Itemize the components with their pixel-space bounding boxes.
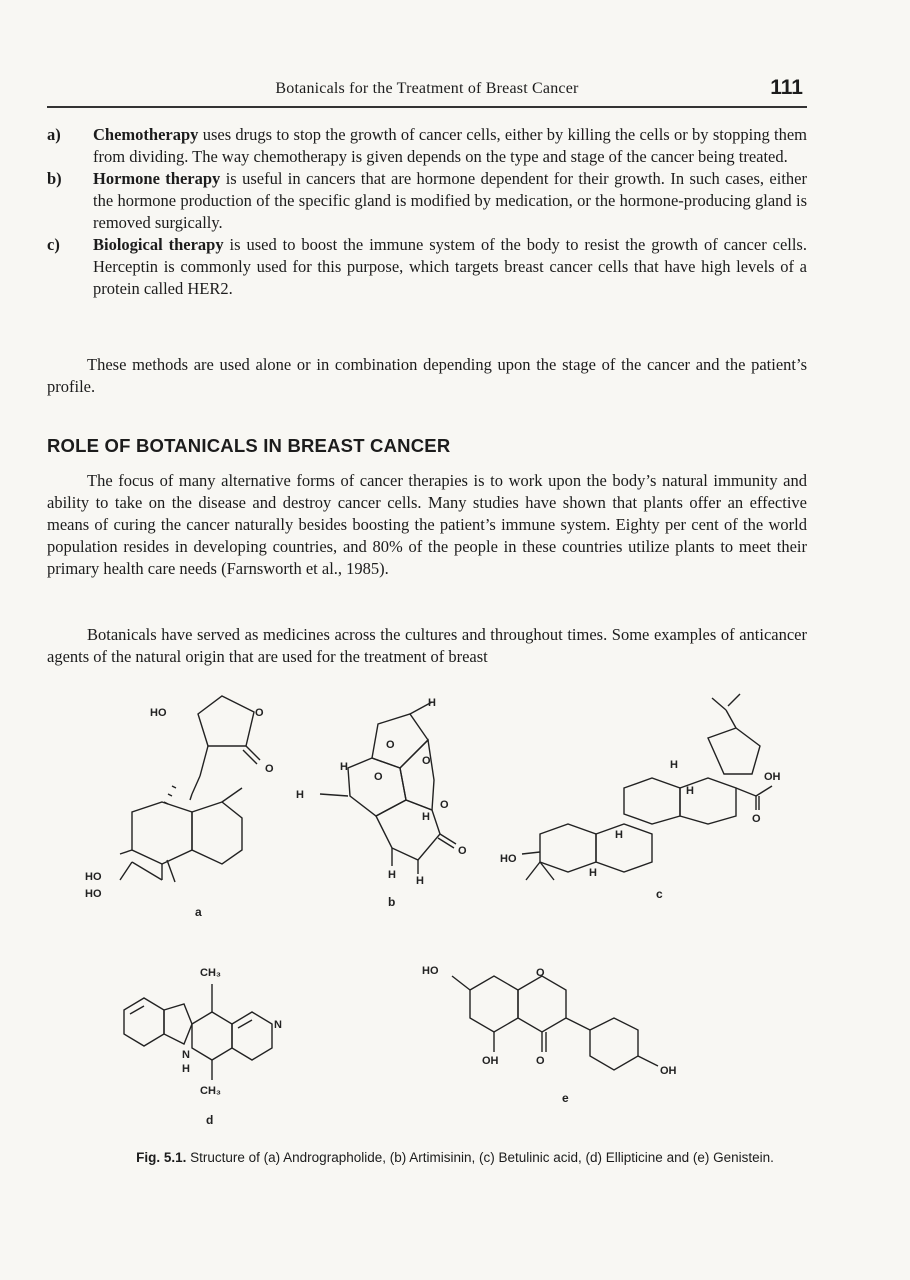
running-header xyxy=(47,76,807,108)
atom-label: H xyxy=(388,869,396,881)
atom-label: H xyxy=(670,759,678,771)
structure-label-b: b xyxy=(388,895,396,909)
body-paragraph: The focus of many alternative forms of cancer therapies is to work upon the body’s natural immunity and ability to take on the disease and destroy cancer cells. Many studies have shown that plants offer an effective means of curing the cancer naturally besides boosting the patient’s immune system. Eighty per cent of the world population resides in developing countries, and 80% of the people in these countries utilize plants to meet their primary health care needs (Farnsworth et al., 1985). xyxy=(47,471,807,578)
term-chemotherapy: Chemotherapy xyxy=(93,125,199,144)
atom-label: H xyxy=(182,1063,190,1075)
list-item xyxy=(47,234,807,300)
body-paragraph: Botanicals have served as medicines across the cultures and throughout times. Some examples of anticancer agents of the natural origin that are used for the treatment of breast xyxy=(47,625,807,666)
atom-label: H xyxy=(422,811,430,823)
atom-label: O xyxy=(386,739,395,751)
section-heading: ROLE OF BOTANICALS IN BREAST CANCER xyxy=(47,435,451,456)
atom-label: H xyxy=(428,697,436,709)
list-item-text xyxy=(93,234,807,300)
atom-label: O xyxy=(374,771,383,783)
item-body: is useful in cancers that are hormone dependent for their growth. In such cases, either the hormone production of the specific gland is modified by medication, or the hormone-producing gland is removed surgically. xyxy=(93,169,807,232)
page-number: 111 xyxy=(770,76,803,99)
atom-label: N xyxy=(182,1049,190,1061)
structure-label-c: c xyxy=(656,887,663,901)
atom-label: HO xyxy=(150,707,167,719)
atom-label: OH xyxy=(660,1065,677,1077)
atom-label: OH xyxy=(482,1055,499,1067)
list-item xyxy=(47,168,807,234)
running-title: Botanicals for the Treatment of Breast Cancer xyxy=(275,80,579,97)
structure-label-a: a xyxy=(195,905,202,919)
chemical-structures-drawing xyxy=(60,684,840,1144)
list-marker: b) xyxy=(47,169,62,188)
figure-caption xyxy=(80,1148,830,1167)
atom-label: H xyxy=(340,761,348,773)
atom-label: O xyxy=(440,799,449,811)
atom-label: HO xyxy=(85,871,102,883)
term-biological-therapy: Biological therapy xyxy=(93,235,224,254)
structure-andrographolide xyxy=(120,696,260,882)
item-body: uses drugs to stop the growth of cancer cells, either by killing the cells or by stopping them from dividing. The way chemotherapy is given depends on the type and stage of the cancer being treated. xyxy=(93,125,807,166)
atom-label: O xyxy=(536,1055,545,1067)
list-marker: c) xyxy=(47,235,60,254)
therapy-list xyxy=(47,124,807,300)
list-item-text xyxy=(93,124,807,168)
atom-label: H xyxy=(296,789,304,801)
structure-betulinic-acid xyxy=(522,694,772,880)
atom-label: H xyxy=(416,875,424,887)
atom-label: O xyxy=(752,813,761,825)
atom-label: N xyxy=(274,1019,282,1031)
structure-label-e: e xyxy=(562,1091,569,1105)
atom-label: CH₃ xyxy=(200,1085,221,1097)
term-hormone-therapy: Hormone therapy xyxy=(93,169,221,188)
atom-label: O xyxy=(422,755,431,767)
atom-label: OH xyxy=(764,771,781,783)
structure-artemisinin xyxy=(320,702,456,874)
atom-label: H xyxy=(615,829,623,841)
atom-label: O xyxy=(255,707,264,719)
caption-text: Structure of (a) Andrographolide, (b) Artimisinin, (c) Betulinic acid, (d) Ellipticine and (e) Genistein. xyxy=(186,1150,774,1165)
atom-label: O xyxy=(536,967,545,979)
structure-ellipticine xyxy=(124,984,272,1080)
list-item xyxy=(47,124,807,168)
atom-label: HO xyxy=(85,888,102,900)
structure-label-d: d xyxy=(206,1113,214,1127)
atom-label: CH₃ xyxy=(200,967,221,979)
item-body: is used to boost the immune system of the body to resist the growth of cancer cells. Herceptin is commonly used for this purpose, which targets breast cancer cells that have high levels of a protein called HER2. xyxy=(93,235,807,298)
atom-label: HO xyxy=(500,853,517,865)
list-item-text xyxy=(93,168,807,234)
atom-label: H xyxy=(686,785,694,797)
caption-label: Fig. 5.1. xyxy=(136,1150,187,1165)
atom-label: H xyxy=(589,867,597,879)
atom-label: O xyxy=(265,763,274,775)
list-marker: a) xyxy=(47,125,61,144)
methods-paragraph: These methods are used alone or in combination depending upon the stage of the cancer and the patient’s profile. xyxy=(47,355,807,396)
figure-structures xyxy=(60,684,840,1144)
atom-label: HO xyxy=(422,965,439,977)
atom-label: O xyxy=(458,845,467,857)
